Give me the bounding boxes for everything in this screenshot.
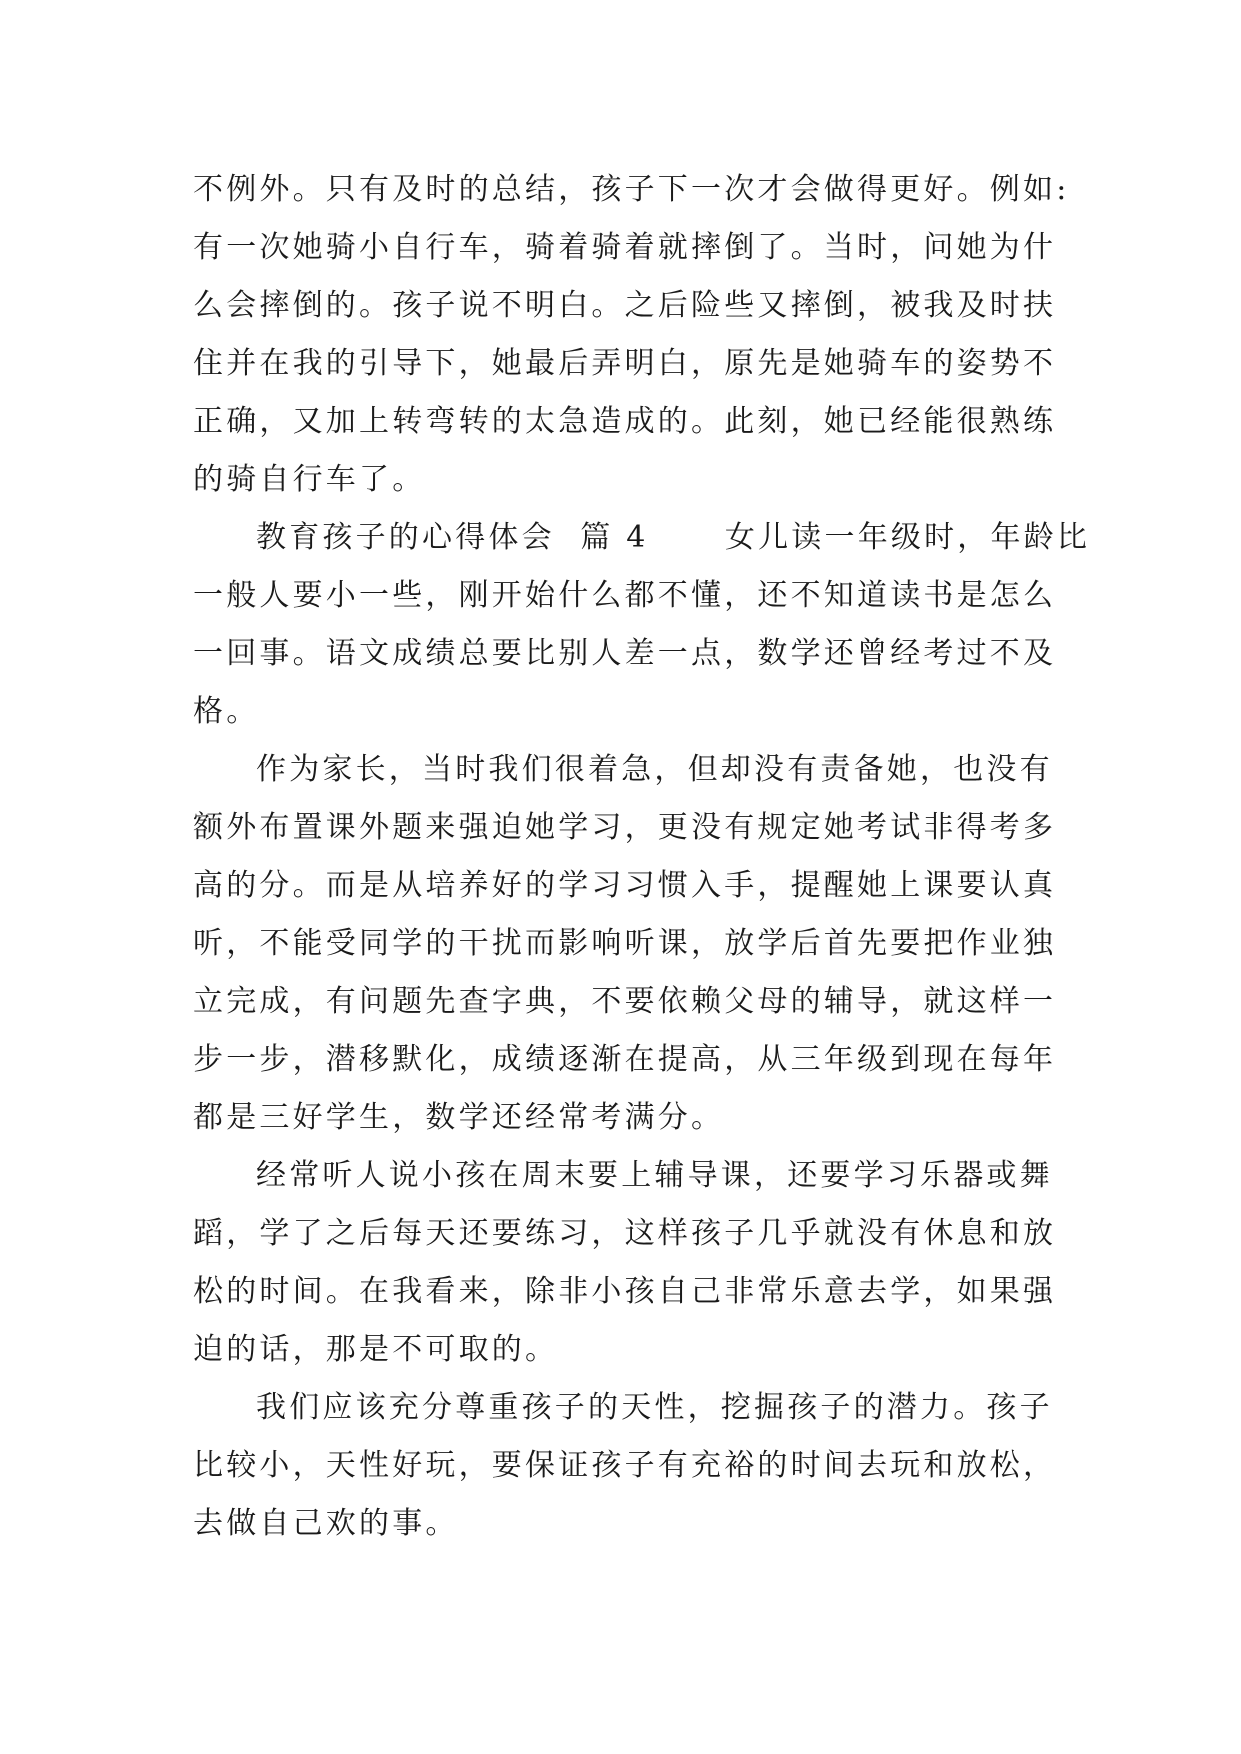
text-line: 一回事。语文成绩总要比别人差一点，数学还曾经考过不及 (193, 636, 1057, 671)
text-line: 格。 (193, 694, 260, 729)
text-line: 么会摔倒的。孩子说不明白。之后险些又摔倒，被我及时扶 (193, 288, 1057, 323)
text-line: 高的分。而是从培养好的学习习惯入手，提醒她上课要认真 (193, 868, 1057, 903)
text-line: 经常听人说小孩在周末要上辅导课，还要学习乐器或舞 (256, 1158, 1053, 1193)
text-line: 正确，又加上转弯转的太急造成的。此刻，她已经能很熟练 (193, 404, 1057, 439)
text-line: 我们应该充分尊重孩子的天性，挖掘孩子的潜力。孩子 (256, 1390, 1053, 1425)
text-line: 住并在我的引导下，她最后弄明白，原先是她骑车的姿势不 (193, 346, 1057, 381)
text-line: 的骑自行车了。 (193, 462, 426, 497)
text-line: 都是三好学生，数学还经常考满分。 (193, 1100, 725, 1135)
text-line: 听，不能受同学的干扰而影响听课，放学后首先要把作业独 (193, 926, 1057, 961)
text-line: 立完成，有问题先查字典，不要依赖父母的辅导，就这样一 (193, 984, 1057, 1019)
text-line: 不例外。只有及时的总结，孩子下一次才会做得更好。例如: (193, 172, 1070, 207)
text-line: 一般人要小一些，刚开始什么都不懂，还不知道读书是怎么 (193, 578, 1057, 613)
text-line: 去做自己欢的事。 (193, 1506, 459, 1541)
text-line: 有一次她骑小自行车，骑着骑着就摔倒了。当时，问她为什 (193, 230, 1057, 265)
text-line: 蹈，学了之后每天还要练习，这样孩子几乎就没有休息和放 (193, 1216, 1057, 1251)
text-line: 额外布置课外题来强迫她学习，更没有规定她考试非得考多 (193, 810, 1057, 845)
text-line: 步一步，潜移默化，成绩逐渐在提高，从三年级到现在每年 (193, 1042, 1057, 1077)
text-line: 比较小，天性好玩，要保证孩子有充裕的时间去玩和放松， (193, 1448, 1057, 1483)
text-line: 迫的话，那是不可取的。 (193, 1332, 559, 1367)
section-heading-line: 教育孩子的心得体会 篇 4 女儿读一年级时，年龄比 (256, 520, 1091, 555)
text-line: 作为家长，当时我们很着急，但却没有责备她，也没有 (256, 752, 1053, 787)
text-line: 松的时间。在我看来，除非小孩自己非常乐意去学，如果强 (193, 1274, 1057, 1309)
